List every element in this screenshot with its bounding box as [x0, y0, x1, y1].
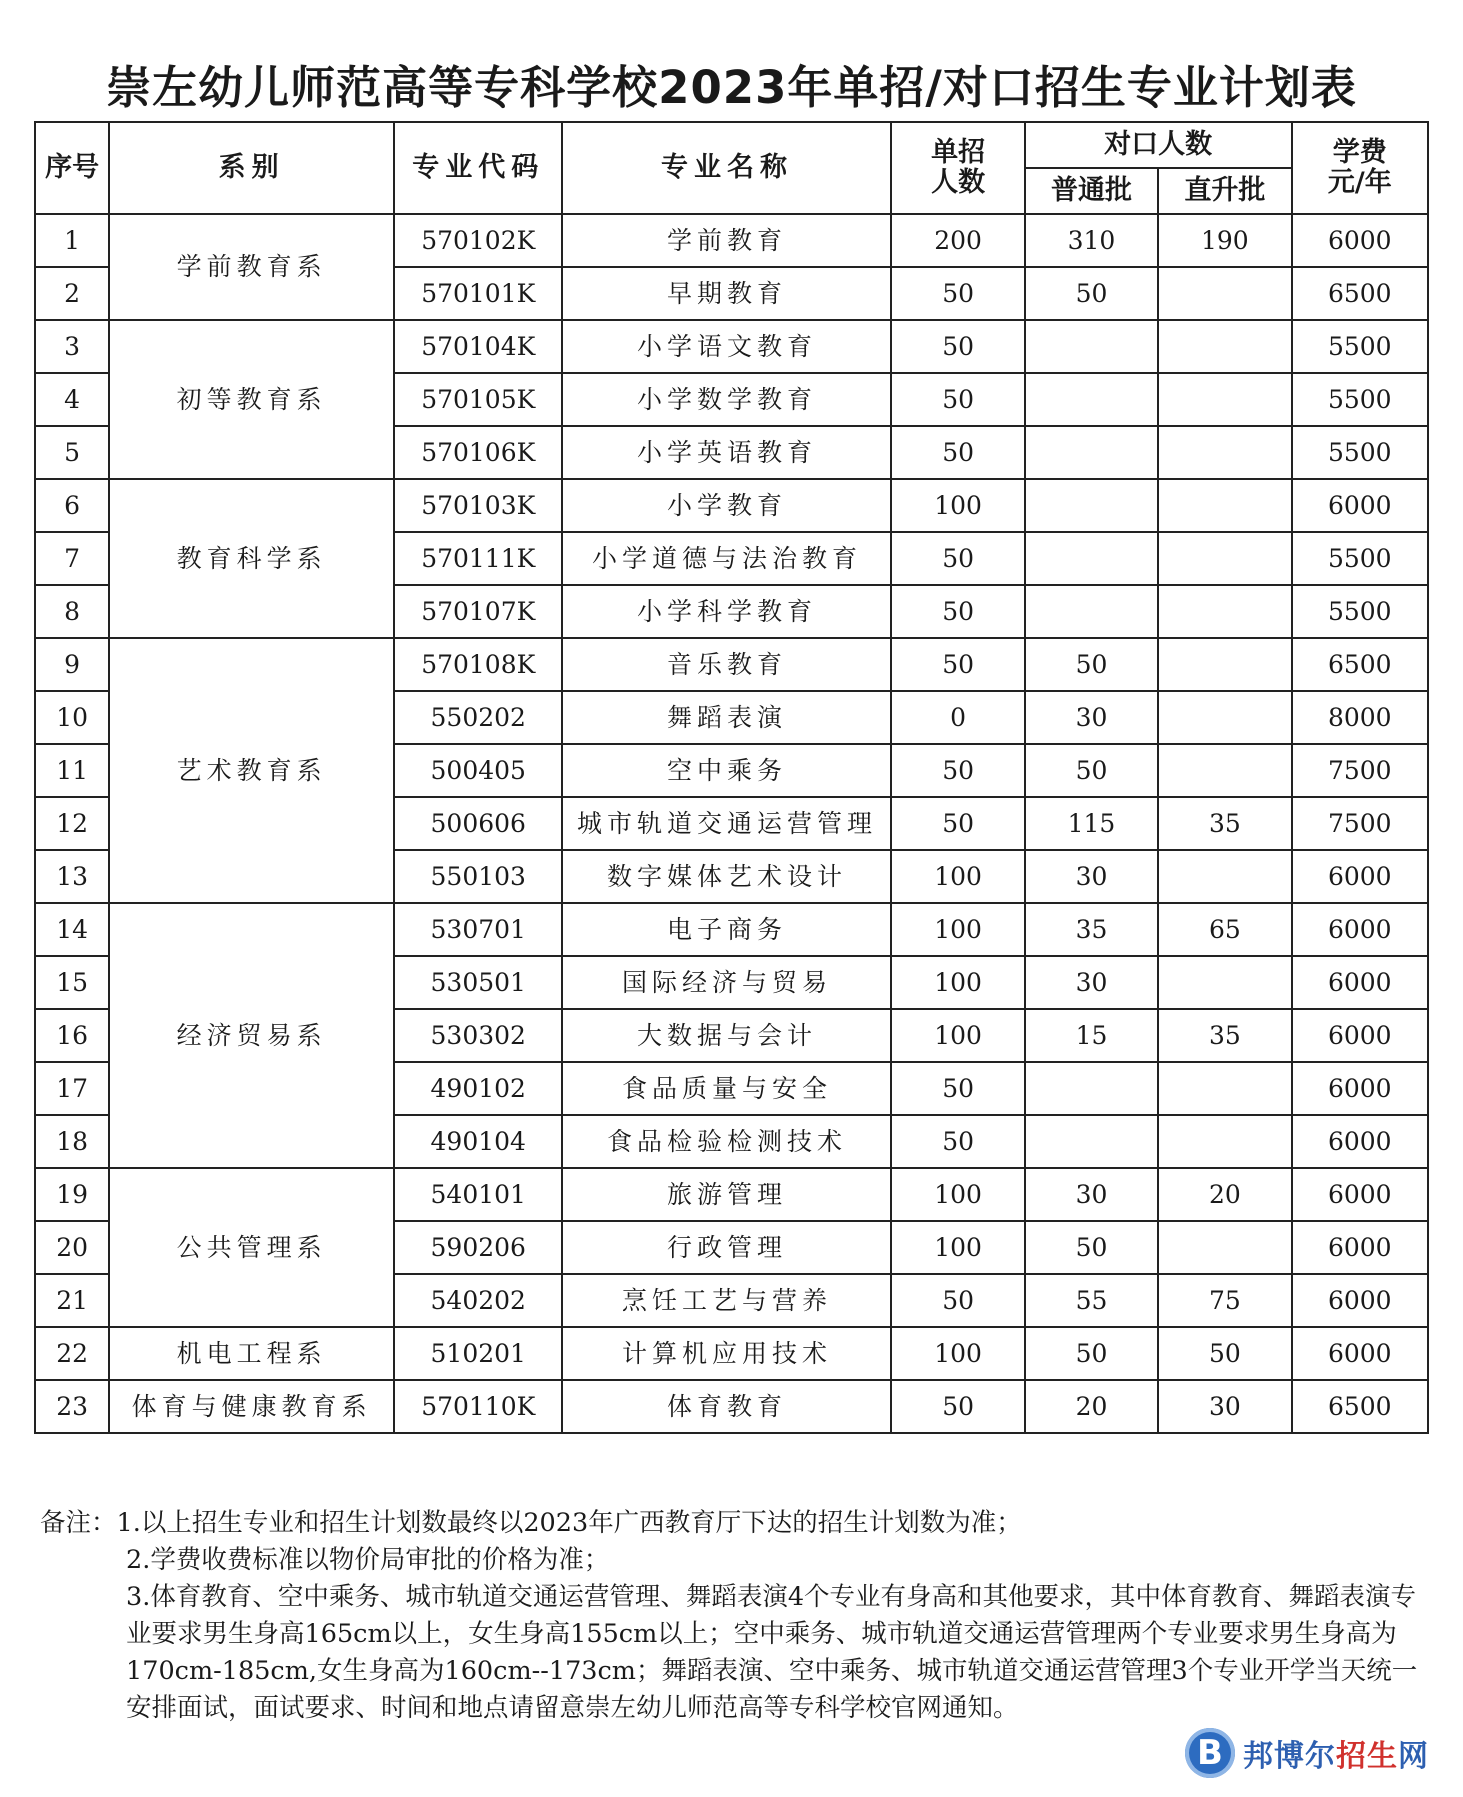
- cell-single: 50: [891, 532, 1024, 585]
- header-seq: 序号: [35, 122, 109, 214]
- cell-dept: 教育科学系: [109, 479, 394, 638]
- cell-fee: 5500: [1292, 585, 1428, 638]
- table-row: [35, 1380, 1428, 1433]
- cell-putong: 50: [1025, 267, 1158, 320]
- cell-code: 570107K: [394, 585, 562, 638]
- cell-zhisheng: 30: [1158, 1380, 1291, 1433]
- cell-code: 550202: [394, 691, 562, 744]
- cell-putong: [1025, 1115, 1158, 1168]
- cell-name: 大数据与会计: [562, 1009, 891, 1062]
- cell-seq: 8: [35, 585, 109, 638]
- cell-putong: 30: [1025, 1168, 1158, 1221]
- cell-seq: 7: [35, 532, 109, 585]
- cell-seq: 1: [35, 214, 109, 267]
- cell-zhisheng: 35: [1158, 1009, 1291, 1062]
- cell-single: 50: [891, 373, 1024, 426]
- table-row: [35, 903, 1428, 956]
- header-code: 专业代码: [394, 122, 562, 214]
- cell-dept: 经济贸易系: [109, 903, 394, 1168]
- cell-name: 空中乘务: [562, 744, 891, 797]
- cell-zhisheng: [1158, 1221, 1291, 1274]
- cell-zhisheng: [1158, 320, 1291, 373]
- cell-code: 570104K: [394, 320, 562, 373]
- cell-putong: [1025, 320, 1158, 373]
- cell-single: 100: [891, 479, 1024, 532]
- cell-fee: 6000: [1292, 479, 1428, 532]
- header-single: [891, 122, 1024, 214]
- cell-name: 小学教育: [562, 479, 891, 532]
- watermark-logo: [1185, 1725, 1429, 1781]
- cell-fee: 7500: [1292, 797, 1428, 850]
- brand-name-red: 招生: [1336, 1739, 1398, 1774]
- cell-single: 50: [891, 1274, 1024, 1327]
- header-fee-line1: 学费: [1332, 137, 1387, 168]
- cell-putong: [1025, 585, 1158, 638]
- cell-putong: 30: [1025, 850, 1158, 903]
- cell-putong: [1025, 532, 1158, 585]
- cell-code: 500606: [394, 797, 562, 850]
- cell-putong: [1025, 479, 1158, 532]
- cell-zhisheng: [1158, 532, 1291, 585]
- cell-putong: 15: [1025, 1009, 1158, 1062]
- cell-name: 数字媒体艺术设计: [562, 850, 891, 903]
- cell-name: 小学道德与法治教育: [562, 532, 891, 585]
- cell-seq: 12: [35, 797, 109, 850]
- header-fee: [1292, 122, 1428, 214]
- cell-seq: 16: [35, 1009, 109, 1062]
- cell-putong: 50: [1025, 744, 1158, 797]
- cell-name: 电子商务: [562, 903, 891, 956]
- cell-code: 570108K: [394, 638, 562, 691]
- cell-putong: 35: [1025, 903, 1158, 956]
- cell-seq: 9: [35, 638, 109, 691]
- cell-single: 50: [891, 797, 1024, 850]
- cell-seq: 13: [35, 850, 109, 903]
- cell-fee: 6500: [1292, 267, 1428, 320]
- cell-single: 50: [891, 1062, 1024, 1115]
- cell-single: 100: [891, 903, 1024, 956]
- cell-putong: [1025, 373, 1158, 426]
- cell-putong: 30: [1025, 691, 1158, 744]
- cell-zhisheng: 50: [1158, 1327, 1291, 1380]
- cell-fee: 6000: [1292, 1274, 1428, 1327]
- cell-code: 570105K: [394, 373, 562, 426]
- cell-fee: 6000: [1292, 1009, 1428, 1062]
- header-dept: 系别: [109, 122, 394, 214]
- cell-fee: 6500: [1292, 638, 1428, 691]
- cell-zhisheng: 190: [1158, 214, 1291, 267]
- cell-code: 570111K: [394, 532, 562, 585]
- cell-putong: 20: [1025, 1380, 1158, 1433]
- note-line-2: 2.学费收费标准以物价局审批的价格为准；: [126, 1545, 610, 1575]
- cell-seq: 4: [35, 373, 109, 426]
- cell-name: 早期教育: [562, 267, 891, 320]
- cell-fee: 6000: [1292, 956, 1428, 1009]
- cell-name: 旅游管理: [562, 1168, 891, 1221]
- cell-code: 570103K: [394, 479, 562, 532]
- cell-single: 50: [891, 267, 1024, 320]
- cell-fee: 6000: [1292, 1327, 1428, 1380]
- cell-name: 城市轨道交通运营管理: [562, 797, 891, 850]
- cell-single: 50: [891, 638, 1024, 691]
- cell-code: 490102: [394, 1062, 562, 1115]
- cell-seq: 23: [35, 1380, 109, 1433]
- cell-name: 行政管理: [562, 1221, 891, 1274]
- cell-name: 国际经济与贸易: [562, 956, 891, 1009]
- cell-single: 100: [891, 1327, 1024, 1380]
- cell-dept: 学前教育系: [109, 214, 394, 320]
- cell-zhisheng: 75: [1158, 1274, 1291, 1327]
- cell-fee: 6000: [1292, 1115, 1428, 1168]
- cell-name: 学前教育: [562, 214, 891, 267]
- cell-seq: 22: [35, 1327, 109, 1380]
- cell-zhisheng: [1158, 1062, 1291, 1115]
- cell-zhisheng: [1158, 850, 1291, 903]
- header-name: 专业名称: [562, 122, 891, 214]
- cell-fee: 5500: [1292, 373, 1428, 426]
- cell-dept: 初等教育系: [109, 320, 394, 479]
- cell-name: 小学数学教育: [562, 373, 891, 426]
- cell-zhisheng: [1158, 585, 1291, 638]
- cell-zhisheng: [1158, 744, 1291, 797]
- cell-seq: 14: [35, 903, 109, 956]
- cell-seq: 6: [35, 479, 109, 532]
- cell-name: 食品检验检测技术: [562, 1115, 891, 1168]
- cell-name: 音乐教育: [562, 638, 891, 691]
- cell-name: 计算机应用技术: [562, 1327, 891, 1380]
- cell-code: 570110K: [394, 1380, 562, 1433]
- cell-code: 540101: [394, 1168, 562, 1221]
- cell-single: 200: [891, 214, 1024, 267]
- cell-zhisheng: 35: [1158, 797, 1291, 850]
- page-title: 崇左幼儿师范高等专科学校2023年单招/对口招生专业计划表: [106, 61, 1357, 114]
- cell-code: 570106K: [394, 426, 562, 479]
- cell-seq: 5: [35, 426, 109, 479]
- cell-single: 100: [891, 1221, 1024, 1274]
- cell-code: 540202: [394, 1274, 562, 1327]
- cell-dept: 艺术教育系: [109, 638, 394, 903]
- cell-putong: 115: [1025, 797, 1158, 850]
- cell-code: 490104: [394, 1115, 562, 1168]
- table-row: [35, 1327, 1428, 1380]
- cell-fee: 5500: [1292, 426, 1428, 479]
- cell-code: 500405: [394, 744, 562, 797]
- brand-name-tail: 网: [1398, 1739, 1429, 1774]
- cell-zhisheng: [1158, 267, 1291, 320]
- cell-zhisheng: [1158, 1115, 1291, 1168]
- cell-single: 50: [891, 426, 1024, 479]
- table-row: [35, 638, 1428, 691]
- table-row: [35, 479, 1428, 532]
- cell-single: 100: [891, 850, 1024, 903]
- cell-single: 50: [891, 585, 1024, 638]
- header-single-line2: 人数: [931, 167, 986, 198]
- cell-putong: 50: [1025, 638, 1158, 691]
- notes: [40, 1505, 1430, 1727]
- cell-name: 食品质量与安全: [562, 1062, 891, 1115]
- cell-name: 小学科学教育: [562, 585, 891, 638]
- table-row: [35, 320, 1428, 373]
- cell-code: 530701: [394, 903, 562, 956]
- cell-code: 570102K: [394, 214, 562, 267]
- cell-seq: 2: [35, 267, 109, 320]
- cell-seq: 15: [35, 956, 109, 1009]
- cell-zhisheng: 20: [1158, 1168, 1291, 1221]
- cell-zhisheng: [1158, 956, 1291, 1009]
- cell-putong: 310: [1025, 214, 1158, 267]
- cell-seq: 21: [35, 1274, 109, 1327]
- cell-fee: 6500: [1292, 1380, 1428, 1433]
- cell-putong: 50: [1025, 1221, 1158, 1274]
- cell-single: 50: [891, 320, 1024, 373]
- table-body: [35, 214, 1428, 1433]
- cell-code: 550103: [394, 850, 562, 903]
- cell-putong: 30: [1025, 956, 1158, 1009]
- cell-code: 530501: [394, 956, 562, 1009]
- cell-dept: 机电工程系: [109, 1327, 394, 1380]
- cell-seq: 18: [35, 1115, 109, 1168]
- cell-name: 体育教育: [562, 1380, 891, 1433]
- table-row: [35, 214, 1428, 267]
- cell-code: 530302: [394, 1009, 562, 1062]
- cell-dept: 体育与健康教育系: [109, 1380, 394, 1433]
- cell-dept: 公共管理系: [109, 1168, 394, 1327]
- cell-putong: [1025, 1062, 1158, 1115]
- cell-fee: 6000: [1292, 903, 1428, 956]
- cell-single: 50: [891, 744, 1024, 797]
- cell-code: 570101K: [394, 267, 562, 320]
- cell-zhisheng: 65: [1158, 903, 1291, 956]
- cell-fee: 6000: [1292, 850, 1428, 903]
- brand-name: [1243, 1731, 1429, 1775]
- cell-seq: 17: [35, 1062, 109, 1115]
- cell-single: 100: [891, 1009, 1024, 1062]
- cell-name: 烹饪工艺与营养: [562, 1274, 891, 1327]
- note-line-1: 备注：1.以上招生专业和招生计划数最终以2023年广西教育厅下达的招生计划数为准；: [40, 1508, 1022, 1538]
- cell-fee: 6000: [1292, 1168, 1428, 1221]
- cell-code: 590206: [394, 1221, 562, 1274]
- cell-fee: 6000: [1292, 214, 1428, 267]
- cell-zhisheng: [1158, 426, 1291, 479]
- cell-fee: 6000: [1292, 1221, 1428, 1274]
- cell-seq: 3: [35, 320, 109, 373]
- cell-zhisheng: [1158, 691, 1291, 744]
- cell-name: 小学英语教育: [562, 426, 891, 479]
- note-line-3: 3.体育教育、空中乘务、城市轨道交通运营管理、舞蹈表演4个专业有身高和其他要求，其中体育教育、舞蹈表演专业要求男生身高165cm以上，女生身高155cm以上；空中乘务、城市轨道交通运营管理两个专业要求男生身高为170cm-185cm,女生身高为160cm--173cm；舞蹈表演、空中乘务、城市轨道交通运营管理3个专业开学当天统一安排面试，面试要求、时间和地点请留意崇左幼儿师范高等专科学校官网通知。: [126, 1582, 1418, 1723]
- cell-seq: 10: [35, 691, 109, 744]
- cell-name: 舞蹈表演: [562, 691, 891, 744]
- cell-zhisheng: [1158, 373, 1291, 426]
- cell-seq: 11: [35, 744, 109, 797]
- enrollment-plan-table: [34, 121, 1429, 1434]
- cell-single: 50: [891, 1380, 1024, 1433]
- cell-zhisheng: [1158, 479, 1291, 532]
- cell-putong: 55: [1025, 1274, 1158, 1327]
- cell-fee: 8000: [1292, 691, 1428, 744]
- cell-seq: 20: [35, 1221, 109, 1274]
- header-zhisheng: 直升批: [1158, 168, 1291, 214]
- cell-fee: 5500: [1292, 320, 1428, 373]
- table-row: [35, 1168, 1428, 1221]
- cell-single: 0: [891, 691, 1024, 744]
- header-single-line1: 单招: [931, 137, 986, 168]
- cell-single: 50: [891, 1115, 1024, 1168]
- cell-single: 100: [891, 956, 1024, 1009]
- header-putong: 普通批: [1025, 168, 1158, 214]
- cell-code: 510201: [394, 1327, 562, 1380]
- cell-putong: 50: [1025, 1327, 1158, 1380]
- cell-name: 小学语文教育: [562, 320, 891, 373]
- cell-seq: 19: [35, 1168, 109, 1221]
- header-duikou: 对口人数: [1025, 122, 1292, 168]
- cell-fee: 7500: [1292, 744, 1428, 797]
- cell-zhisheng: [1158, 638, 1291, 691]
- cell-single: 100: [891, 1168, 1024, 1221]
- brand-b-icon: B: [1185, 1728, 1235, 1778]
- cell-fee: 5500: [1292, 532, 1428, 585]
- header-fee-line2: 元/年: [1327, 167, 1392, 198]
- cell-fee: 6000: [1292, 1062, 1428, 1115]
- cell-putong: [1025, 426, 1158, 479]
- brand-name-blue: 邦博尔: [1243, 1739, 1336, 1774]
